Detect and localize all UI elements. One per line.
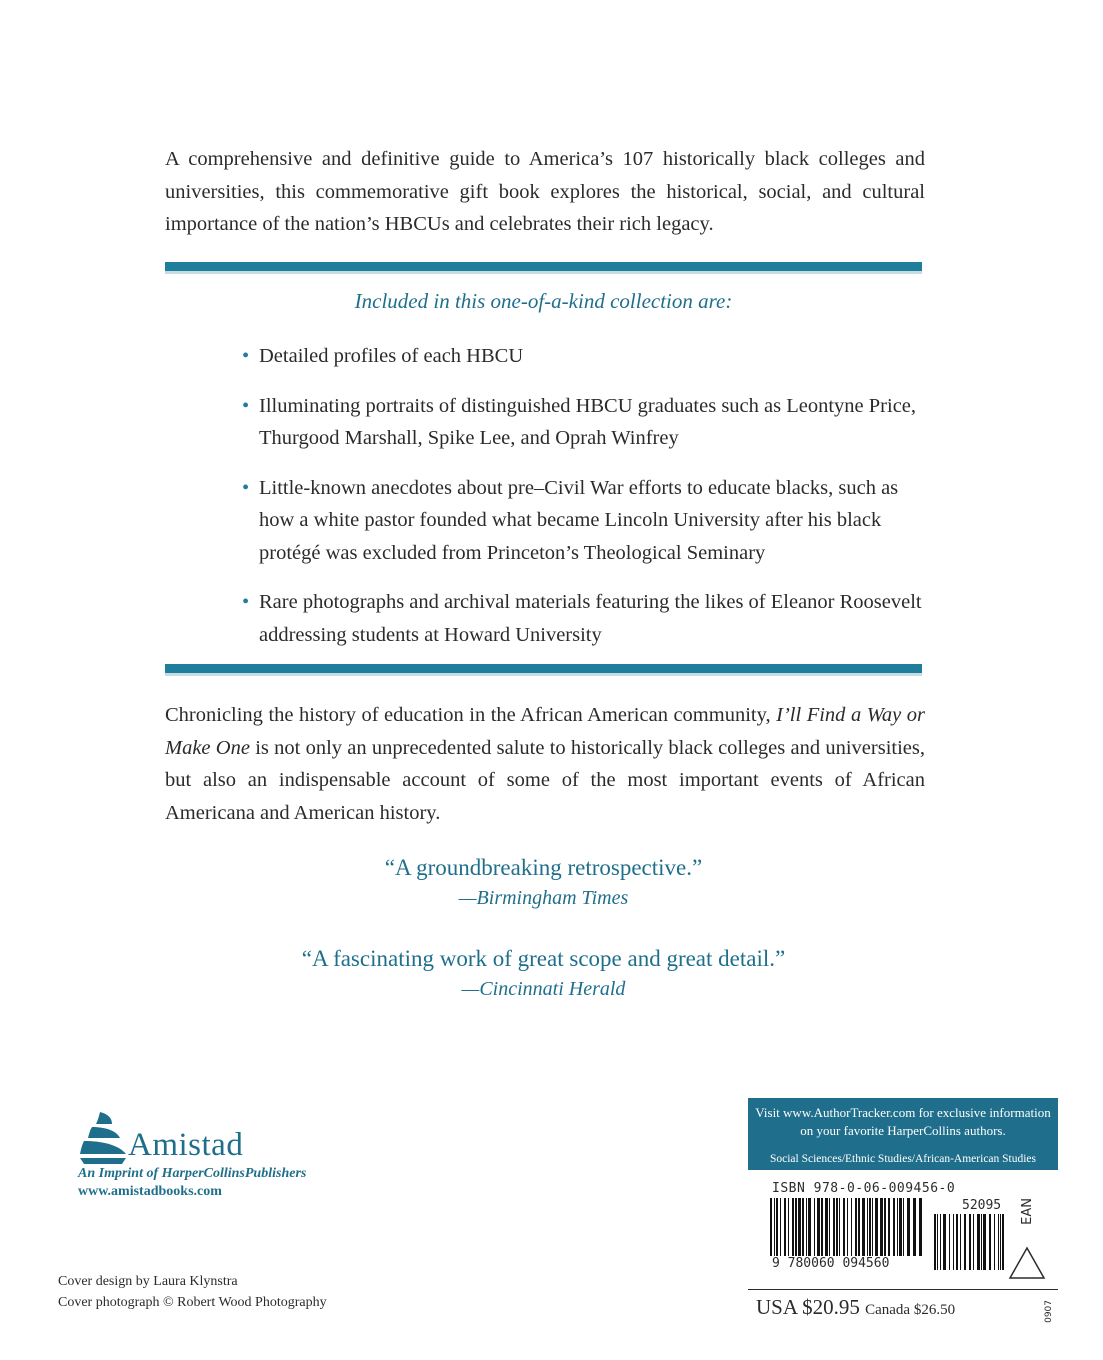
publisher-imprint: An Imprint of HarperCollinsPublishers [78,1166,307,1181]
feature-item: • Detailed profiles of each HBCU [242,340,922,373]
quote-text: “A groundbreaking retrospective.” [384,855,703,880]
chronicle-paragraph [165,699,925,829]
cover-design-credit: Cover design by Laura Klynstra [58,1274,238,1289]
subject-category: Social Sciences/Ethnic Studies/African-American Studies [748,1148,1058,1170]
chronicle-text-start: Chronicling the history of education in the African American community, [165,704,777,726]
triangle-icon [1008,1246,1046,1280]
price-canada: Canada $26.50 [865,1302,956,1318]
authortracker-promo: Visit www.AuthorTracker.com for exclusive information on your favorite HarperCollins authors. [748,1098,1058,1150]
publisher-url: www.amistadbooks.com [78,1184,222,1199]
print-code: 0907 [1044,1300,1054,1323]
ean-label: EAN [1020,1198,1035,1225]
price-rule [748,1289,1058,1290]
included-heading: Included in this one-of-a-kind collection are: [354,289,733,313]
price [756,1295,955,1320]
barcode-addon-digits: 52095 [962,1198,1002,1213]
isbn: ISBN 978-0-06-009456-0 [772,1181,956,1196]
quote-source: —Birmingham Times [458,887,629,909]
feature-item: • Little-known anecdotes about pre–Civil War efforts to educate blacks, such as how a white pastor founded what became Lincoln University after his black protégé was excluded from Princeton’s Theological Seminary [242,472,922,570]
chronicle-text-end: is not only an unprecedented salute to historically black colleges and universities, but also an indispensable account of some of the most important events of African Americana and American history. [165,736,925,824]
cover-photo-credit: Cover photograph © Robert Wood Photography [58,1295,327,1310]
divider-bottom [165,664,922,676]
quote-source: —Cincinnati Herald [461,978,626,1000]
publisher-name: Amistad [128,1127,244,1163]
amistad-ship-logo-icon [78,1110,128,1166]
divider-top [165,262,922,274]
price-usa: USA $20.95 [756,1295,860,1319]
feature-item: • Rare photographs and archival materials featuring the likes of Eleanor Roosevelt addressing students at Howard University [242,586,922,651]
feature-list [242,340,922,668]
review-quote-2 [165,946,922,1001]
book-title: I’ll Find a Way or Make One [165,704,925,759]
quote-text: “A fascinating work of great scope and great detail.” [301,946,786,971]
feature-item: • Illuminating portraits of distinguished HBCU graduates such as Leontyne Price, Thurgood Marshall, Spike Lee, and Oprah Winfrey [242,390,922,455]
barcode-digits: 9 780060 094560 [772,1256,890,1271]
intro-paragraph: A comprehensive and definitive guide to America’s 107 historically black colleges and universities, this commemorative gift book explores the historical, social, and cultural importance of the nation’s HBCUs and celebrates their rich legacy. [165,148,925,235]
review-quote-1 [165,855,922,910]
